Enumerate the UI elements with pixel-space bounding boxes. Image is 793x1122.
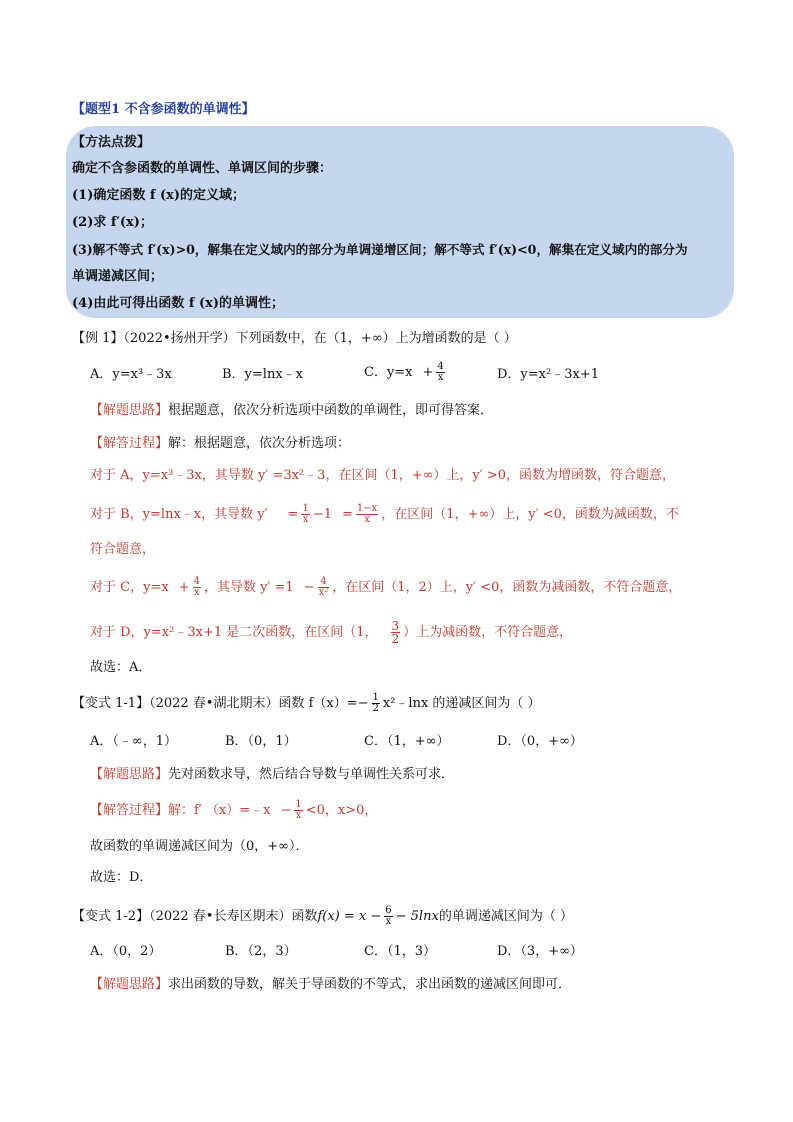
method-line: (2)求 f′(x)； bbox=[72, 215, 153, 230]
variant1-1-option-b: B．（0，1） bbox=[225, 734, 297, 749]
example1-line-b: 对于 B，y=lnx﹣x，其导数 y′ = $\frac{1}{x}$ −1 = $\frac{1-x}{x}$ ，在区间（1，+∞）上，y′ <0，函数为减函数，不 bbox=[90, 503, 679, 525]
c-fraction-2: $\frac{4}{\text{x²}}$ bbox=[318, 576, 329, 598]
method-heading: 【方法点拨】 bbox=[72, 135, 151, 150]
d-fraction: $\frac{3}{2}$ bbox=[391, 619, 400, 646]
variant1-2-question: 【变式 1-2】（2022 春•长寿区期末）函数f(x) = x − $\frac{6}{x}$ − 5lnx的单调递减区间为（ ） bbox=[72, 905, 573, 927]
example1-question: 【例 1】（2022•扬州开学）下列函数中，在（1，+∞）上为增函数的是（ ） bbox=[72, 331, 517, 346]
example1-process: 【解答过程】解：根据题意，依次分析选项： bbox=[90, 436, 351, 451]
variant1-1-thinking: 【解题思路】先对函数求导，然后结合导数与单调性关系可求． bbox=[90, 767, 455, 782]
example1-line-a: 对于 A，y=x³﹣3x，其导数 y′ =3x²﹣3，在区间（1，+∞）上，y′ >0，函数为增函数，符合题意， bbox=[90, 468, 676, 483]
example1-thinking: 【解题思路】根据题意，依次分析选项中函数的单调性，即可得答案． bbox=[90, 403, 494, 418]
section-title: 【题型1 不含参函数的单调性】 bbox=[72, 102, 255, 117]
variant1-1-process: 【解答过程】解：f′ （x）=﹣x − $\frac{1}{x}$ <0，x>0， bbox=[90, 799, 378, 821]
example1-line-d: 对于 D，y=x²﹣3x+1 是二次函数，在区间（1， $\frac{3}{2}$ ）上为减函数，不符合题意， bbox=[90, 619, 573, 646]
variant1-1-process-fraction: $\frac{1}{x}$ bbox=[295, 799, 302, 821]
method-line: 单调递减区间； bbox=[72, 269, 164, 284]
variant1-1-option-d: D．（0，+∞） bbox=[497, 734, 583, 749]
method-line: (4)由此可得出函数 f (x)的单调性； bbox=[72, 296, 285, 311]
variant1-2-option-c: C．（1，3） bbox=[364, 944, 436, 959]
c-fraction-1: $\frac{4}{x}$ bbox=[193, 576, 200, 598]
variant1-2-fraction: $\frac{6}{x}$ bbox=[385, 905, 392, 927]
b-fraction-2: $\frac{1-x}{x}$ bbox=[356, 503, 378, 525]
example1-option-d: D．y=x²﹣3x+1 bbox=[497, 367, 599, 382]
example1-answer: 故选：A． bbox=[90, 660, 152, 675]
option-c-plus: + bbox=[422, 365, 434, 380]
variant1-1-fraction: $\frac{1}{2}$ bbox=[372, 692, 379, 714]
example1-option-a: A．y=x³﹣3x bbox=[90, 367, 172, 382]
variant1-1-conclusion: 故函数的单调递减区间为（0，+∞）． bbox=[90, 839, 309, 854]
method-box bbox=[66, 126, 734, 318]
example1-option-b: B．y=lnx﹣x bbox=[222, 367, 303, 382]
variant1-2-option-d: D．（3，+∞） bbox=[497, 944, 583, 959]
b-fraction-1: $\frac{1}{x}$ bbox=[302, 503, 309, 525]
variant1-1-question: 【变式 1-1】（2022 春•湖北期末）函数 f（x）=− $\frac{1}{2}$ x²﹣lnx 的递减区间为（ ） bbox=[72, 692, 541, 714]
method-line: (3)解不等式 f′(x)>0，解集在定义域内的部分为单调递增区间；解不等式 f′(x)<0，解集在定义域内的部分为 bbox=[72, 242, 688, 257]
variant1-2-thinking: 【解题思路】求出函数的导数，解关于导函数的不等式，求出函数的递减区间即可． bbox=[90, 977, 572, 992]
process-label: 【解答过程】 bbox=[90, 436, 169, 451]
option-c-text: C．y=x bbox=[364, 365, 413, 380]
variant1-1-option-c: C．（1，+∞） bbox=[364, 734, 450, 749]
thinking-label: 【解题思路】 bbox=[90, 403, 169, 418]
example1-line-c: 对于 C，y=x + $\frac{4}{x}$ ，其导数 y′ =1 − $\frac{4}{\text{x²}}$ ，在区间（1，2）上，y′ <0，函数为减函数，不符合题意， bbox=[90, 576, 682, 598]
option-c-fraction: $\frac{4}{x}$ bbox=[437, 361, 444, 383]
method-line: (1)确定函数 f (x)的定义域； bbox=[72, 188, 246, 203]
example1-line-b2: 符合题意， bbox=[90, 542, 156, 557]
method-line: 确定不含参函数的单调性、单调区间的步骤： bbox=[72, 161, 333, 176]
example1-option-c bbox=[364, 362, 448, 383]
variant1-1-answer: 故选：D． bbox=[90, 870, 153, 885]
variant1-1-option-a: A．（﹣∞，1） bbox=[90, 734, 177, 749]
variant1-2-option-b: B．（2，3） bbox=[225, 944, 297, 959]
variant1-2-option-a: A．（0，2） bbox=[90, 944, 162, 959]
